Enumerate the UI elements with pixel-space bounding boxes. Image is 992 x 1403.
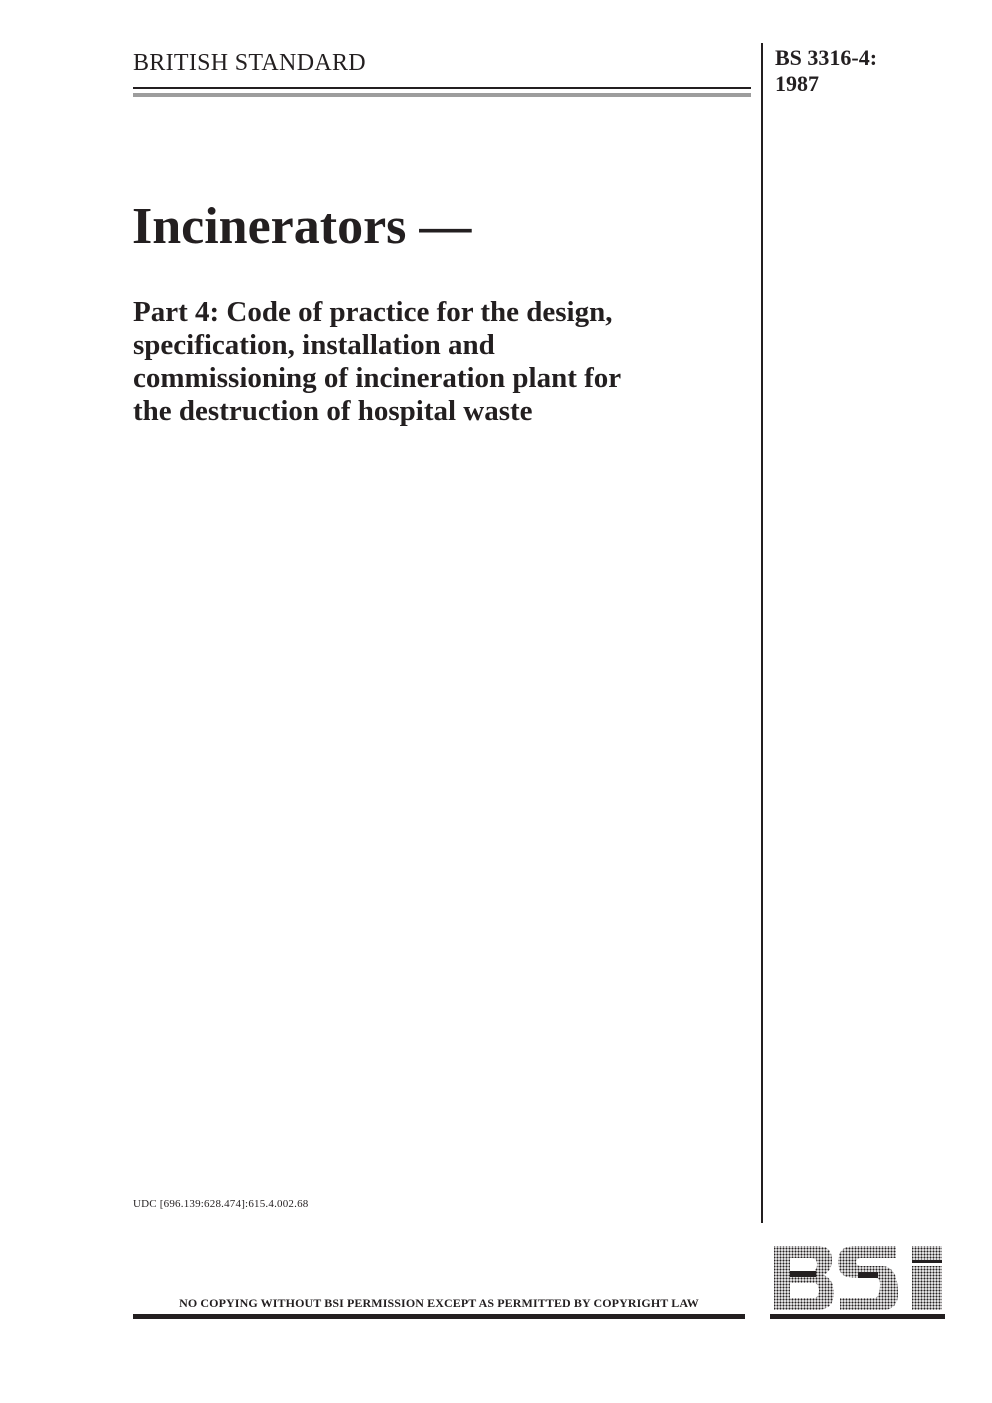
footer-rule: [133, 1314, 745, 1319]
standard-number-code: BS 3316-4:: [775, 45, 878, 70]
series-label: BRITISH STANDARD: [133, 50, 366, 76]
standard-number-year: 1987: [775, 71, 819, 96]
subtitle-line: Part 4: Code of practice for the design,: [133, 296, 613, 328]
vertical-divider: [761, 43, 763, 1223]
copyright-notice: NO COPYING WITHOUT BSI PERMISSION EXCEPT AS PERMITTED BY COPYRIGHT LAW: [179, 1296, 699, 1310]
bsi-logo: [770, 1244, 945, 1312]
document-subtitle: [133, 296, 753, 428]
subtitle-line: the destruction of hospital waste: [133, 395, 533, 427]
subtitle-line: commissioning of incineration plant for: [133, 362, 622, 394]
header-rule-grey: [133, 93, 751, 97]
document-title: Incinerators —: [132, 198, 472, 255]
udc-classification: UDC [696.139:628.474]:615.4.002.68: [133, 1198, 309, 1210]
logo-rule: [770, 1314, 945, 1319]
subtitle-line: specification, installation and: [133, 329, 495, 361]
standard-number: [775, 45, 877, 97]
header-rule-thin: [133, 87, 751, 89]
